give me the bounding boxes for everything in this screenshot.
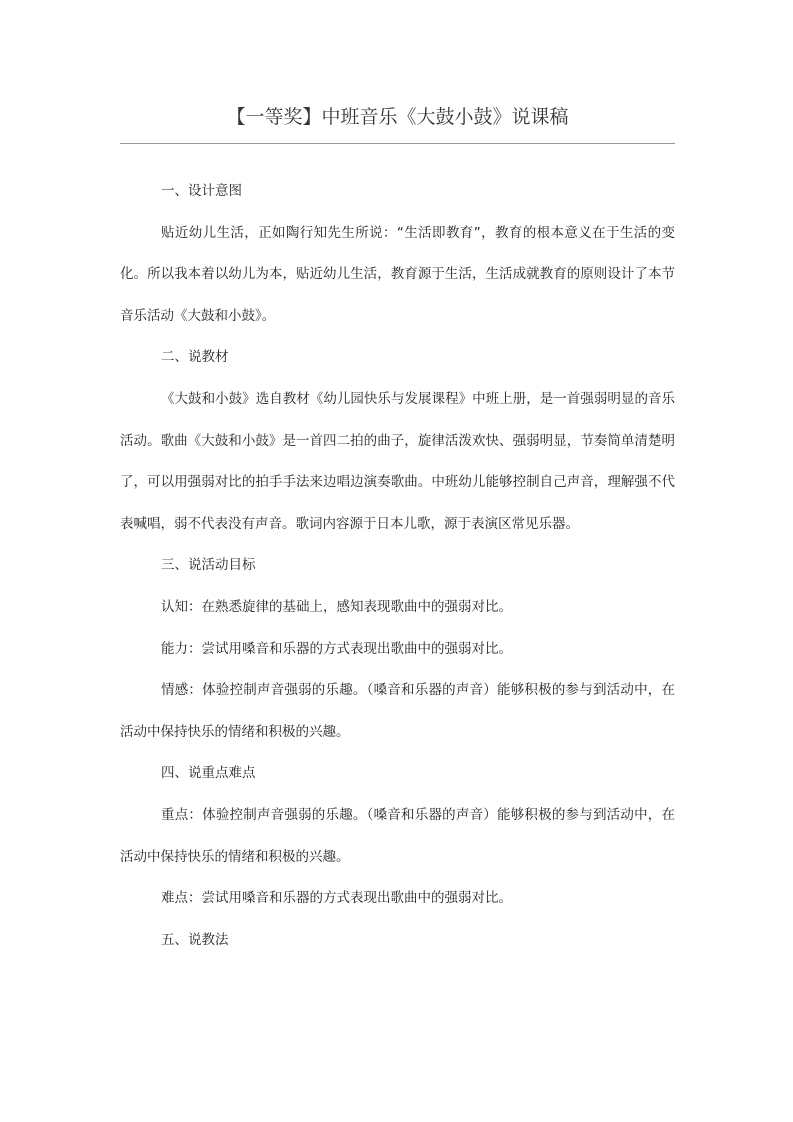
section-heading-teaching-method: 五、说教法 xyxy=(161,931,229,948)
paragraph-design-intent: 贴近幼儿生活，正如陶行知先生所说：“生活即教育”，教育的根本意义在于生活的变化。所以我本着以幼儿为本，贴近幼儿生活，教育源于生活，生活成就教育的原则设计了本节音乐活动《大鼓和小鼓》。 xyxy=(120,224,675,324)
title-divider xyxy=(120,143,675,144)
paragraph-goal-cognition: 认知：在熟悉旋律的基础上，感知表现歌曲中的强弱对比。 xyxy=(161,598,512,615)
document-body xyxy=(120,171,675,961)
section-heading-teaching-material: 二、说教材 xyxy=(161,349,229,366)
section-heading-key-points: 四、说重点难点 xyxy=(161,765,256,782)
paragraph-difficult-point: 难点：尝试用嗓音和乐器的方式表现出歌曲中的强弱对比。 xyxy=(161,890,512,907)
section-heading-activity-goals: 三、说活动目标 xyxy=(161,557,256,574)
section-heading-design-intent: 一、设计意图 xyxy=(161,183,242,199)
paragraph-teaching-material: 《大鼓和小鼓》选自教材《幼儿园快乐与发展课程》中班上册，是一首强弱明显的音乐活动。歌曲《大鼓和小鼓》是一首四二拍的曲子，旋律活泼欢快、强弱明显，节奏简单清楚明了，可以用强弱对比的拍手手法来边唱边演奏歌曲。中班幼儿能够控制自己声音，理解强不代表喊唱，弱不代表没有声音。歌词内容源于日本儿歌，源于表演区常见乐器。 xyxy=(120,390,675,532)
paragraph-goal-ability: 能力：尝试用嗓音和乐器的方式表现出歌曲中的强弱对比。 xyxy=(161,640,512,657)
paragraph-key-point: 重点：体验控制声音强弱的乐趣。（嗓音和乐器的声音）能够积极的参与到活动中，在活动中保持快乐的情绪和积极的兴趣。 xyxy=(120,806,675,865)
document-title: 【一等奖】中班音乐《大鼓小鼓》说课稿 xyxy=(226,106,569,128)
paragraph-goal-emotion: 情感：体验控制声音强弱的乐趣。（嗓音和乐器的声音）能够积极的参与到活动中，在活动中保持快乐的情绪和积极的兴趣。 xyxy=(120,682,675,740)
